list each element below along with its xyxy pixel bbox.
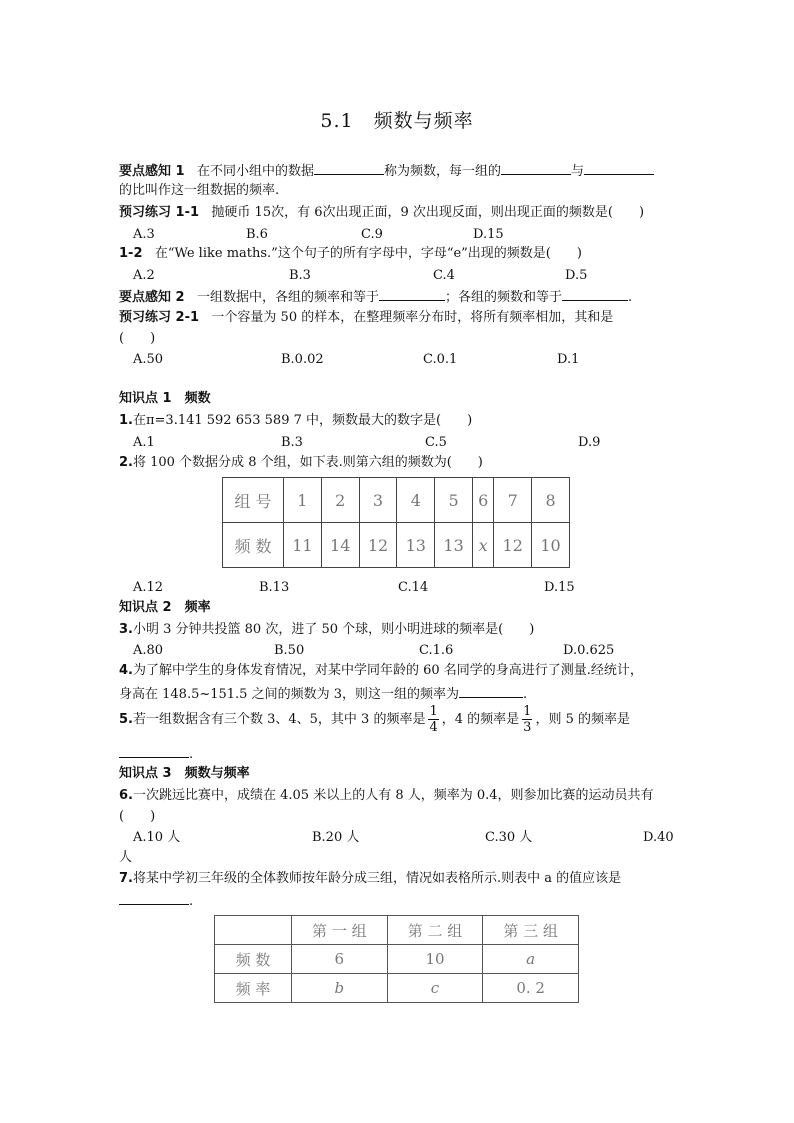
table-cell: 6	[472, 478, 493, 523]
text: 在不同小组中的数据	[196, 164, 314, 179]
question-2	[119, 453, 679, 473]
table-cell: c	[387, 974, 483, 1003]
question-number: 4.	[119, 663, 133, 678]
question-text: 一次跳远比赛中，成绩在 4.05 米以上的人有 8 人，频率为 0.4，则参加比赛的运动员共有	[132, 788, 654, 803]
answer-blank[interactable]	[379, 286, 445, 301]
table-row	[215, 916, 579, 945]
table-cell: 1	[284, 478, 322, 523]
question-6	[119, 786, 679, 806]
knowledge-point-1: 知识点 1 频数	[119, 391, 211, 406]
section-head: 要点感知 1	[119, 164, 185, 179]
option-a[interactable]: A.1	[133, 435, 155, 450]
table-cell: 12	[359, 523, 397, 568]
option-c[interactable]: C.0.1	[423, 352, 458, 367]
text: 称为频数，每一组的	[384, 164, 502, 179]
option-c[interactable]: C.14	[398, 580, 429, 595]
fraction-numerator: 1	[429, 704, 438, 719]
option-c[interactable]: C.5	[425, 435, 447, 450]
option-a[interactable]: A.80	[133, 643, 164, 658]
option-d[interactable]: D.9	[578, 435, 601, 450]
question-text: 在π=3.141 592 653 589 7 中，频数最大的数字是( )	[132, 413, 473, 428]
answer-blank[interactable]	[501, 160, 571, 175]
question-text: 一个容量为 50 的样本，在整理频率分布时，将所有频率相加，其和是	[211, 310, 614, 325]
text: ；各组的频数和等于	[445, 290, 563, 305]
question-7-cont	[119, 890, 679, 912]
table-row	[215, 945, 579, 974]
table-cell: 5	[435, 478, 473, 523]
table-cell: 13	[397, 523, 435, 568]
option-b[interactable]: B.13	[259, 580, 290, 595]
option-a[interactable]: A.3	[133, 227, 155, 242]
table-header-cell: 第 一 组	[292, 916, 388, 945]
option-b[interactable]: B.6	[246, 227, 268, 242]
table-cell: 8	[532, 478, 570, 523]
option-a[interactable]: A.50	[133, 352, 164, 367]
option-d[interactable]: D.5	[565, 268, 588, 283]
question-text: 将 100 个数据分成 8 个组，如下表.则第六组的频数为( )	[132, 455, 483, 470]
option-b[interactable]: B.20 人	[312, 830, 360, 845]
answer-blank[interactable]	[562, 286, 628, 301]
option-b[interactable]: B.3	[281, 435, 303, 450]
option-c[interactable]: C.4	[433, 268, 455, 283]
preview-2-1	[119, 308, 679, 328]
option-d[interactable]: D.40	[643, 830, 674, 845]
age-group-table	[214, 915, 579, 1003]
option-b[interactable]: B.3	[289, 268, 311, 283]
table-row	[223, 478, 570, 523]
option-d-cont: 人	[119, 850, 133, 865]
section-head: 1-2	[119, 246, 143, 261]
question-number: 1.	[119, 413, 133, 428]
answer-blank[interactable]	[119, 890, 189, 905]
table-cell: 11	[284, 523, 322, 568]
option-c[interactable]: C.9	[361, 227, 383, 242]
question-5	[119, 700, 679, 740]
table-cell: 2	[321, 478, 359, 523]
question-text: 在“We like maths.”这个句子的所有字母中，字母“e”出现的频数是( )	[154, 246, 582, 261]
section-head: 预习练习 2-1	[119, 310, 200, 325]
key-point-1-cont: 的比叫作这一组数据的频率.	[119, 183, 280, 198]
question-4	[119, 661, 679, 681]
preview-1-2	[119, 244, 679, 264]
question-number: 7.	[119, 871, 133, 886]
option-c[interactable]: C.30 人	[485, 830, 533, 845]
page-title: 5.1 频数与频率	[320, 110, 474, 132]
table-cell: 13	[435, 523, 473, 568]
table-header-cell: 第 二 组	[387, 916, 483, 945]
table-header-cell: 频 数	[223, 523, 284, 568]
option-a[interactable]: A.12	[133, 580, 164, 595]
option-b[interactable]: B.0.02	[281, 352, 324, 367]
table-row	[223, 523, 570, 568]
question-text: 身高在 148.5~151.5 之间的频数为 3，则这一组的频率为	[119, 687, 459, 702]
table-header-cell: 频 数	[215, 945, 292, 974]
table-header-cell: 第 三 组	[483, 916, 579, 945]
option-a[interactable]: A.10 人	[133, 830, 181, 845]
question-3	[119, 620, 679, 640]
table-header-cell: 组 号	[223, 478, 284, 523]
option-d[interactable]: D.1	[557, 352, 580, 367]
fraction-numerator: 1	[523, 704, 532, 719]
table-cell: b	[292, 974, 388, 1003]
option-d[interactable]: D.15	[473, 227, 504, 242]
table-cell: x	[472, 523, 493, 568]
table-cell: 12	[494, 523, 532, 568]
table-header-cell	[215, 916, 292, 945]
fraction	[428, 704, 438, 735]
table-cell: 3	[359, 478, 397, 523]
key-point-1	[119, 160, 679, 182]
option-d[interactable]: D.0.625	[563, 643, 615, 658]
table-cell: 0. 2	[483, 974, 579, 1003]
answer-blank[interactable]	[459, 683, 523, 698]
fraction	[522, 704, 532, 735]
table-row	[215, 974, 579, 1003]
option-d[interactable]: D.15	[544, 580, 575, 595]
table-cell: 7	[494, 478, 532, 523]
table-cell: 4	[397, 478, 435, 523]
section-head: 要点感知 2	[119, 290, 185, 305]
question-number: 6.	[119, 788, 133, 803]
text: 一组数据中，各组的频率和等于	[196, 290, 379, 305]
answer-paren: ( )	[119, 809, 156, 824]
answer-blank[interactable]	[119, 743, 189, 758]
text: 与	[571, 164, 585, 179]
question-text: 抛硬币 15次，有 6次出现正面，9 次出现反面，则出现正面的频数是( )	[211, 205, 645, 220]
table-cell: 10	[532, 523, 570, 568]
text: .	[189, 747, 194, 762]
preview-1-1	[119, 203, 679, 223]
answer-blank[interactable]	[314, 160, 384, 175]
question-text: 小明 3 分钟共投篮 80 次，进了 50 个球，则小明进球的频率是( )	[132, 622, 535, 637]
question-text: 为了解中学生的身体发育情况，对某中学同年龄的 60 名同学的身高进行了测量.经统计，	[132, 663, 643, 678]
table-cell: 14	[321, 523, 359, 568]
question-7	[119, 869, 679, 889]
question-text: ，则 5 的频率是	[535, 712, 630, 727]
option-c[interactable]: C.1.6	[419, 643, 454, 658]
table-header-cell: 频 率	[215, 974, 292, 1003]
fraction-denominator: 3	[523, 720, 532, 735]
option-a[interactable]: A.2	[133, 268, 155, 283]
question-number: 5.	[119, 712, 133, 727]
knowledge-point-2: 知识点 2 频率	[119, 600, 211, 615]
question-number: 2.	[119, 455, 133, 470]
text: .	[628, 290, 633, 305]
question-text: 若一组数据含有三个数 3、4、5，其中 3 的频率是	[132, 712, 426, 727]
question-1	[119, 411, 679, 431]
frequency-table	[222, 477, 570, 568]
knowledge-point-3: 知识点 3 频数与频率	[119, 766, 250, 781]
table-cell: 10	[387, 945, 483, 974]
answer-paren: ( )	[119, 331, 156, 346]
table-cell: a	[483, 945, 579, 974]
fraction-denominator: 4	[429, 720, 438, 735]
key-point-2	[119, 286, 679, 308]
question-text: 将某中学初三年级的全体教师按年龄分成三组，情况如表格所示.则表中 a 的值应该是	[132, 871, 622, 886]
question-5-cont	[119, 743, 679, 765]
section-head: 预习练习 1-1	[119, 205, 200, 220]
question-number: 3.	[119, 622, 133, 637]
option-b[interactable]: B.50	[274, 643, 305, 658]
table-cell: 6	[292, 945, 388, 974]
question-text: ，4 的频率是	[441, 712, 520, 727]
text: .	[189, 894, 194, 909]
text: .	[523, 687, 528, 702]
answer-blank[interactable]	[584, 160, 654, 175]
